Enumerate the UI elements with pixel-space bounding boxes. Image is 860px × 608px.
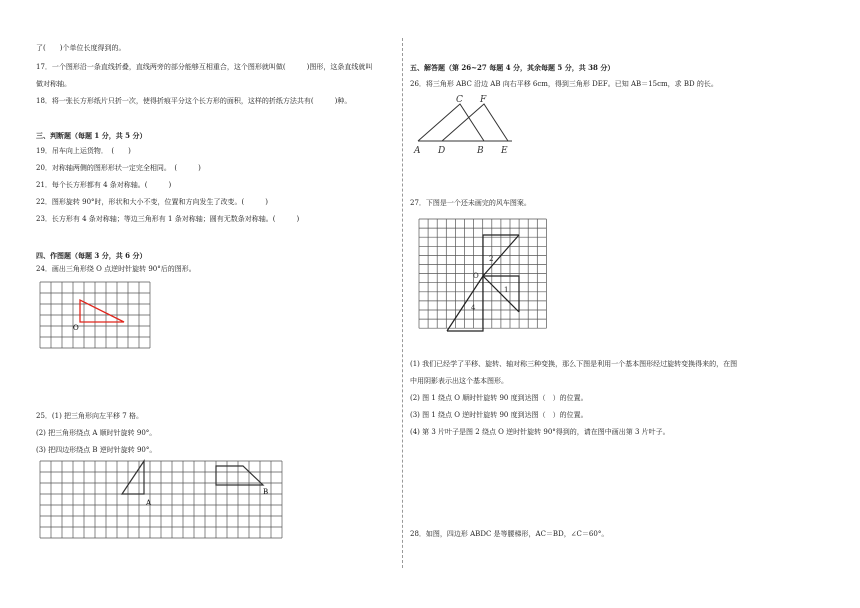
section-5-heading: 五、解答题（第 26~27 每题 4 分，其余每题 5 分，共 38 分）	[410, 63, 615, 72]
q25-part1: 25．(1) 把三角形向左平移 7 格。	[36, 412, 143, 420]
q27-part4: (4) 第 3 片叶子是图 2 绕点 O 逆时针旋转 90°得到的，请在图中画出第 3 片叶子。	[410, 428, 670, 436]
q27-leaf-4-label: 4	[471, 304, 476, 312]
q27-windmill-figure	[419, 219, 547, 333]
q25-grid-figure	[40, 461, 282, 535]
q18: 18．将一张长方形纸片只折一次，使得折痕平分这个长方形的面积，这样的折纸方法共有( )种。	[36, 97, 352, 105]
q17-line2: 做对称轴。	[36, 80, 71, 88]
q24-red-triangle	[80, 300, 124, 322]
q19: 19．吊车向上运货物． ( )	[36, 147, 131, 155]
q26-label-f: F	[480, 95, 487, 105]
q20: 20．对称轴两侧的图形形状一定完全相同。 ( )	[36, 164, 201, 172]
column-divider	[402, 38, 403, 568]
q27-part1-line1: (1) 我们已经学了平移、旋转、轴对称三种变换，那么下图是利用一个基本图形经过旋转变换得来的，在图	[410, 360, 738, 368]
q17-line1: 17．一个图形沿一条直线折叠，直线两旁的部分能够互相重合，这个图形就叫做( )图形，这条直线就叫	[36, 63, 373, 71]
q26-label-d: D	[438, 146, 446, 156]
q28: 28．如图，四边形 ABDC 是等腰梯形，AC＝BD，∠C＝60°。	[410, 530, 609, 538]
q27: 27．下图是一个还未画完的风车图案。	[410, 199, 531, 207]
q25-point-b-label: B	[263, 488, 269, 496]
q27-leaf-2-label: 2	[489, 255, 494, 263]
q24-grid-figure	[40, 282, 150, 354]
q27-part2: (2) 图 1 绕点 O 顺时针旋转 90 度到达图（ ）的位置。	[410, 394, 588, 402]
section-3-heading: 三、判断题（每题 1 分，共 5 分）	[36, 131, 147, 140]
q26-label-c: C	[456, 95, 463, 105]
q26-label-b: B	[477, 146, 484, 156]
q21: 21．每个长方形都有 4 条对称轴。( )	[36, 181, 172, 189]
q23: 23．长方形有 4 条对称轴；等边三角形有 1 条对称轴；圆有无数条对称轴。( )	[36, 215, 300, 223]
q24-point-o-label: O	[73, 324, 79, 332]
q24-grid	[40, 282, 150, 348]
q16-tail: 了( )个单位长度得到的。	[36, 44, 126, 52]
q27-part1-line2: 中用阴影表示出这个基本图形。	[410, 377, 508, 385]
q25-part3: (3) 把四边形绕点 B 逆时针旋转 90°。	[36, 446, 157, 454]
q24: 24．画出三角形绕 O 点逆时针旋转 90°后的图形。	[36, 265, 196, 273]
q25-point-a-label: A	[146, 499, 152, 507]
q25-quadrilateral	[216, 466, 263, 485]
q27-leaf-1-label: 1	[504, 286, 509, 294]
section-4-heading: 四、作图题（每题 3 分，共 6 分）	[36, 251, 147, 260]
q25-grid	[40, 461, 282, 538]
q25-part2: (2) 把三角形绕点 A 顺时针旋转 90°。	[36, 429, 157, 437]
q25-triangle	[122, 461, 144, 494]
q26: 26．将三角形 ABC 沿边 AB 向右平移 6cm，得到三角形 DEF。已知 AB＝15cm，求 BD 的长。	[410, 80, 718, 88]
q27-point-o-label: O	[473, 272, 479, 280]
q22: 22．图形旋转 90°时，形状和大小不变，位置和方向发生了改变。( )	[36, 198, 269, 206]
q27-leaf-4-hypotenuse	[447, 276, 483, 331]
q27-part3: (3) 图 1 绕点 O 逆时针旋转 90 度到达图（ ）的位置。	[410, 411, 588, 419]
q26-label-e: E	[501, 146, 508, 156]
q26-triangle-abc	[418, 104, 484, 141]
q26-translation-figure	[412, 94, 522, 158]
q26-triangle-def	[442, 104, 508, 141]
q26-label-a: A	[414, 146, 421, 156]
